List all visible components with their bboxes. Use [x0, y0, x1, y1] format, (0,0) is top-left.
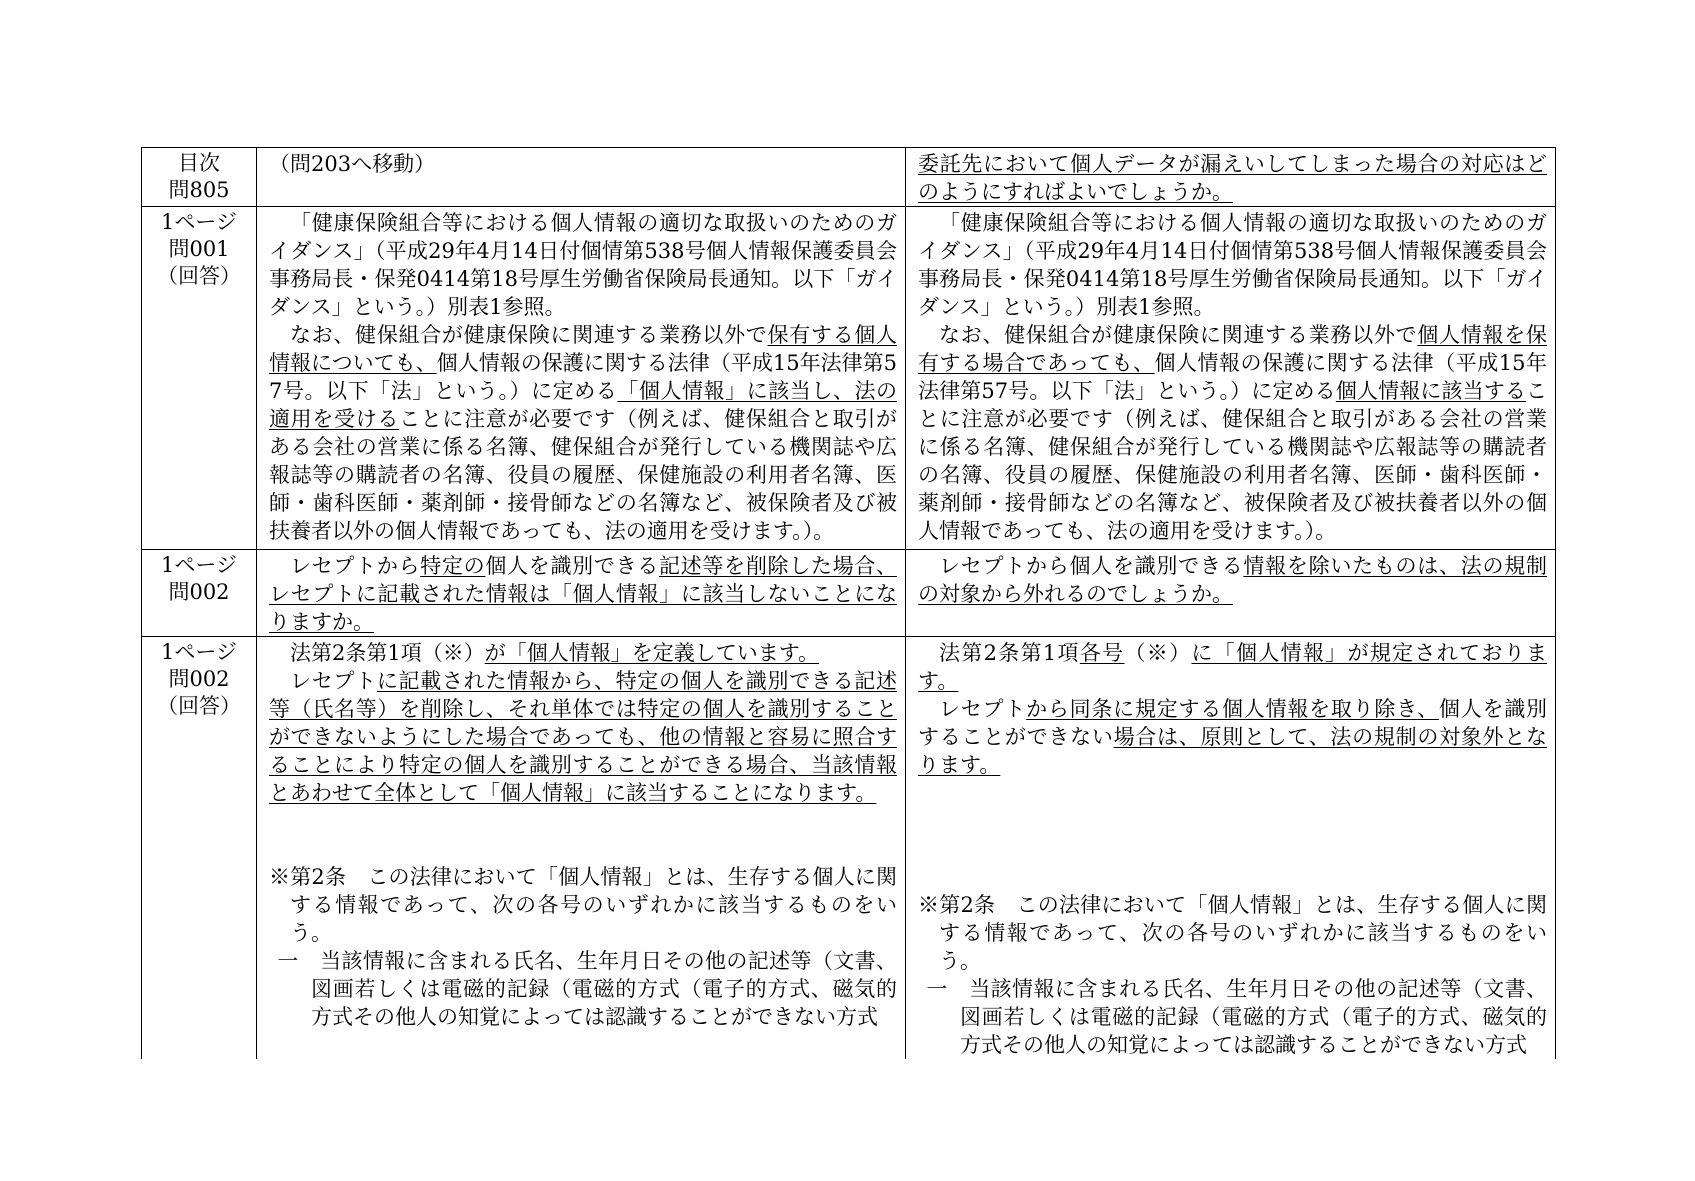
location-line: （回答） [157, 694, 241, 718]
underlined-text: が「個人情報」を定義しています。 [484, 641, 820, 665]
table-row [142, 207, 1556, 550]
left-text-cell [257, 550, 906, 637]
text-run: （※） [1124, 641, 1192, 665]
location-line: 目次 [178, 151, 220, 175]
paragraph [918, 552, 1547, 608]
spacer [269, 807, 897, 863]
note-paragraph: ※第2条 この法律において「個人情報」とは、生存する個人に関する情報であって、次の各号のいずれかに該当するものをいう。 [918, 893, 1547, 973]
paragraph [269, 667, 897, 807]
text-run: レセプト [939, 697, 1027, 721]
underlined-text: 委託先において個人データが漏えいしてしまった場合の対応はどのようにすればよいでしょうか。 [918, 152, 1547, 204]
text-run: レセプトから個人を識別できる [939, 554, 1244, 578]
text-run: 個人情報の保護に関する法律（平成15年法律第57号。以下「法」という。）に定める [269, 351, 897, 403]
paragraph [269, 639, 897, 667]
underlined-text: 記述等を削除した場合、レセプトに記載された情報は「個人情報」に該当しないことになりますか。 [269, 554, 898, 634]
location-cell [142, 550, 257, 637]
underlined-text: 特定の [420, 554, 486, 578]
location-line: 1ページ [161, 553, 237, 577]
left-text-cell [257, 637, 906, 1060]
table-row [142, 148, 1556, 207]
text-run: 個人を識別することができない [918, 697, 1548, 749]
left-text-cell [257, 148, 906, 207]
text-run: 個人情報の保護に関する法律（平成15年法律第57号。以下「法」という。）に定める [918, 351, 1547, 403]
text-run: ことに注意が必要です（例えば、健保組合と取引がある会社の営業に係る名簿、健保組合が発行している機関誌や広報誌等の購読者の名簿、役員の履歴、保健施設の利用者名簿、医師・歯科医師・薬剤師・接骨師などの名簿など、被保険者及び被扶養者以外の個人情報であっても、法の適用を受けます。）。 [269, 407, 898, 543]
underlined-text: から同条に規定する個人情報を取り除き、 [1026, 697, 1439, 721]
underlined-text: 個人情報を保有する場合であっても、 [918, 323, 1548, 375]
text-run: 法第2条第1項 [939, 641, 1080, 665]
paragraph [918, 639, 1547, 695]
underlined-text: に「個人情報」が規定されております。 [918, 641, 1548, 693]
paragraph: 「健康保険組合等における個人情報の適切な取扱いのためのガイダンス」（平成29年4月14日付個情第538号個人情報保護委員会事務局長・保発0414第18号厚生労働省保険局長通知。以下「ガイダンス」という。）別表1参照。 [918, 211, 1547, 319]
location-line: 問805 [168, 178, 230, 202]
location-line: 1ページ [161, 210, 237, 234]
text-run: 法第2条第1項（※） [290, 641, 485, 665]
right-text-cell [906, 148, 1556, 207]
text-run: 個人を識別できる [485, 554, 659, 578]
text-run: レセプト [290, 669, 377, 693]
table-row [142, 550, 1556, 637]
location-line: 1ページ [161, 640, 237, 664]
paragraph [918, 150, 1547, 206]
location-line: 問002 [168, 667, 230, 691]
note-item: 一 当該情報に含まれる氏名、生年月日その他の記述等（文書、図画若しくは電磁的記録（電磁的方式（電子的方式、磁気的方式その他人の知覚によっては認識することができない方式 [277, 949, 897, 1029]
paragraph: 「健康保険組合等における個人情報の適切な取扱いのためのガイダンス」（平成29年4月14日付個情第538号個人情報保護委員会事務局長・保発0414第18号厚生労働省保険局長通知。以下「ガイダンス」という。）別表1参照。 [269, 211, 897, 319]
note-paragraph: ※第2条 この法律において「個人情報」とは、生存する個人に関する情報であって、次の各号のいずれかに該当するものをいう。 [269, 865, 897, 945]
paragraph [918, 695, 1547, 779]
table-row [142, 637, 1556, 1060]
underlined-text: 保有する個人情報についても、 [269, 323, 898, 375]
location-line: 問002 [168, 580, 230, 604]
paragraph [269, 321, 897, 545]
right-text-cell [906, 637, 1556, 1060]
right-text-cell [906, 550, 1556, 637]
underlined-text: 各号 [1079, 641, 1125, 665]
location-cell [142, 637, 257, 1060]
location-line: （回答） [157, 264, 241, 288]
underlined-text: に記載された情報から、特定の個人を識別できる記述等（氏名等）を削除し、それ単体では特定の個人を識別することができない [269, 669, 898, 749]
text-run: ことに注意が必要です（例えば、健保組合と取引がある会社の営業に係る名簿、健保組合が発行している機関誌や広報誌等の購読者の名簿、役員の履歴、保健施設の利用者名簿、医師・歯科医師・薬剤師・接骨師などの名簿など、被保険者及び被扶養者以外の個人情報であっても、法の適用を受けます。）。 [918, 379, 1547, 543]
text-run: なお、健保組合が健康保険に関連する業務以外で [290, 323, 768, 347]
underlined-text: 「個人情報」に該当し、法の適用を受ける [269, 379, 898, 431]
right-text-cell [906, 207, 1556, 550]
location-cell [142, 148, 257, 207]
paragraph [918, 321, 1547, 545]
paragraph: （問203へ移動） [269, 152, 436, 176]
underlined-text: 個人情報に該当する [1335, 379, 1526, 403]
spacer [918, 779, 1547, 891]
note-item: 一 当該情報に含まれる氏名、生年月日その他の記述等（文書、図画若しくは電磁的記録（電磁的方式（電子的方式、磁気的方式その他人の知覚によっては認識することができない方式 [926, 977, 1547, 1057]
underlined-text: 場合は、原則として、法の規制の対象外となります。 [918, 725, 1547, 777]
underlined-text: ようにした場合であっても、他の情報と容易に照合することにより特定の個人を識別することができる場合、当該情報とあわせて全体として「個人情報」に該当することになります。 [269, 725, 897, 805]
underlined-text: 情報を除いたものは、法の規制の対象から外れるのでしょうか。 [918, 554, 1548, 606]
text-run: レセプトから [290, 554, 421, 578]
comparison-table [141, 147, 1556, 1059]
left-text-cell [257, 207, 906, 550]
paragraph [269, 552, 897, 636]
location-line: 問001 [168, 237, 230, 261]
location-cell [142, 207, 257, 550]
text-run: なお、健保組合が健康保険に関連する業務以外で [939, 323, 1418, 347]
